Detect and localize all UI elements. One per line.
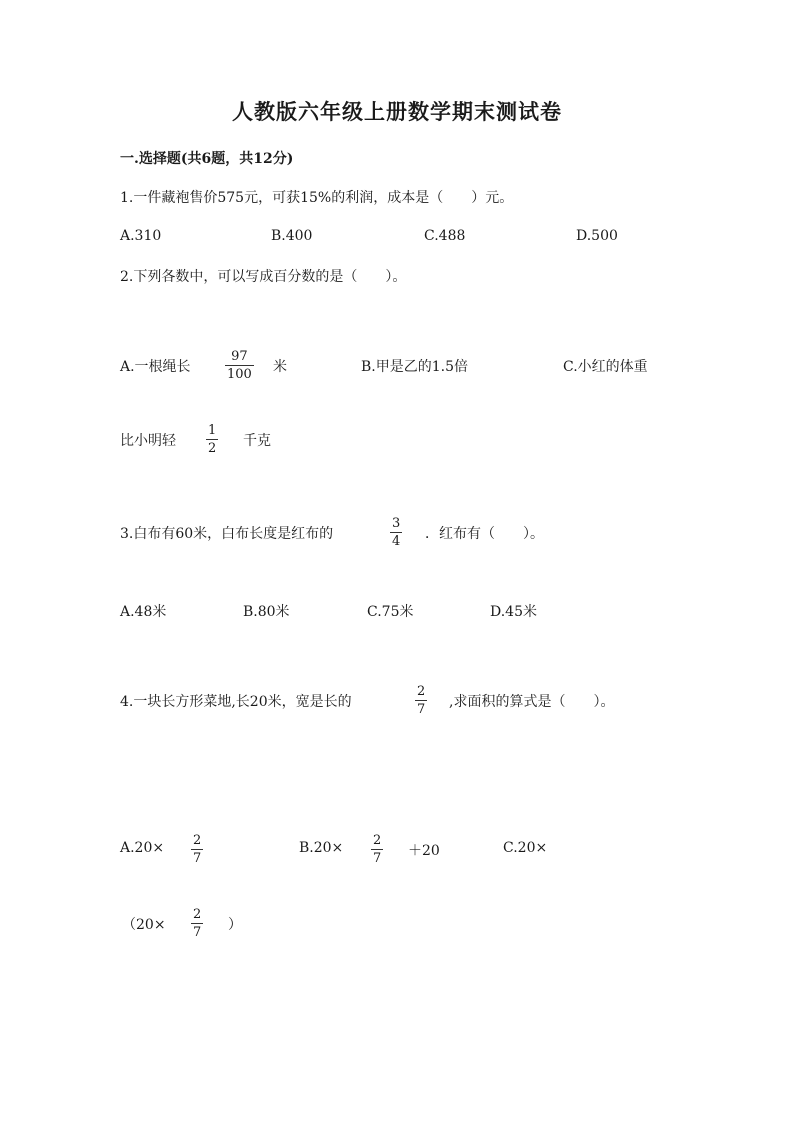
q3-option-b[interactable]: B.80米 — [243, 604, 290, 620]
q2-option-c-continuation: 比小明轻 — [120, 433, 176, 449]
section-heading: 一.选择题(共6题，共12分) — [120, 151, 294, 167]
fraction-numerator: 2 — [193, 907, 202, 922]
q4-option-c-prefix[interactable]: C.20× — [503, 840, 548, 856]
question-1-stem: 1.一件藏袍售价575元，可获15%的利润，成本是（ ）元。 — [120, 190, 514, 206]
q1-option-d[interactable]: D.500 — [576, 228, 618, 244]
q4-option-b-fraction — [371, 834, 383, 865]
q4-option-c-fraction — [191, 908, 203, 939]
fraction-denominator: 100 — [227, 367, 252, 382]
fraction-numerator: 2 — [417, 684, 426, 699]
fraction-numerator: 3 — [392, 516, 401, 531]
q3-option-d[interactable]: D.45米 — [490, 604, 537, 620]
q3-option-a[interactable]: A.48米 — [120, 604, 167, 620]
q1-option-a[interactable]: A.310 — [120, 228, 162, 244]
q2-option-a-fraction — [225, 350, 254, 381]
fraction-numerator: 97 — [231, 349, 248, 364]
q4-stem-fraction — [415, 685, 427, 716]
q4-option-a-fraction — [191, 834, 203, 865]
q3-option-c[interactable]: C.75米 — [367, 604, 414, 620]
fraction-denominator: 7 — [193, 925, 202, 940]
question-3-stem-suffix: ．红布有（ ）。 — [425, 526, 544, 542]
fraction-denominator: 7 — [417, 702, 426, 717]
q2-option-a-prefix[interactable]: A.一根绳长 — [120, 359, 191, 375]
fraction-denominator: 4 — [392, 534, 401, 549]
question-2-stem: 2.下列各数中，可以写成百分数的是（ ）。 — [120, 269, 407, 285]
question-3-stem-prefix: 3.白布有60米，白布长度是红布的 — [120, 526, 334, 542]
fraction-denominator: 2 — [208, 441, 217, 456]
q4-option-c-suffix: ） — [228, 917, 242, 933]
q4-option-b-prefix[interactable]: B.20× — [299, 840, 344, 856]
q3-stem-fraction — [390, 517, 402, 548]
fraction-numerator: 1 — [208, 423, 217, 438]
q1-option-c[interactable]: C.488 — [424, 228, 466, 244]
q2-option-a-suffix: 米 — [273, 359, 287, 375]
question-4-stem-suffix: ,求面积的算式是（ ）。 — [449, 694, 615, 710]
q2-option-c-suffix: 千克 — [243, 433, 271, 449]
fraction-numerator: 2 — [193, 833, 202, 848]
q1-option-b[interactable]: B.400 — [271, 228, 313, 244]
fraction-denominator: 7 — [193, 851, 202, 866]
fraction-numerator: 2 — [373, 833, 382, 848]
q4-option-c-continuation: （20× — [122, 917, 166, 933]
fraction-denominator: 7 — [373, 851, 382, 866]
question-4-stem-prefix: 4.一块长方形菜地,长20米，宽是长的 — [120, 694, 352, 710]
q2-option-c-fraction — [206, 424, 218, 455]
q4-option-b-suffix: ＋20 — [408, 843, 440, 859]
page-title: 人教版六年级上册数学期末测试卷 — [232, 99, 562, 124]
q2-option-b[interactable]: B.甲是乙的1.5倍 — [361, 359, 469, 375]
q4-option-a-prefix[interactable]: A.20× — [120, 840, 165, 856]
q2-option-c-prefix[interactable]: C.小红的体重 — [563, 359, 648, 375]
